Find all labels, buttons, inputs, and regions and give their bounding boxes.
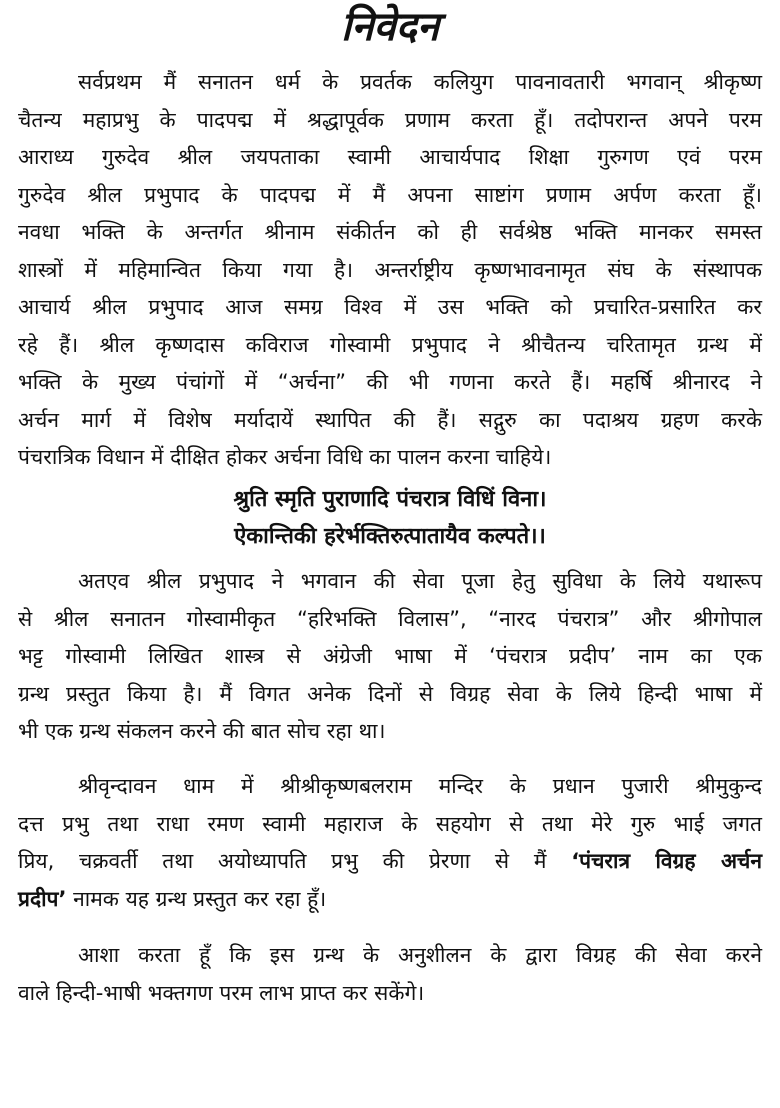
text-line: शास्त्रों में महिमान्वित किया गया है। अन्तर्राष्ट्रीय कृष्णभावनामृत संघ के संस्थापक bbox=[18, 258, 762, 282]
verse-line: श्रुति स्मृति पुराणादि पंचरात्र विधिं विना। bbox=[233, 487, 547, 512]
text-line: भट्ट गोस्वामी लिखित शास्त्र से अंग्रेजी भाषा में ‘पंचरात्र प्रदीप’ नाम का एक bbox=[18, 644, 762, 668]
text-line: श्रीवृन्दावन धाम में श्रीश्रीकृष्णबलराम मन्दिर के प्रधान पुजारी श्रीमुकुन्द bbox=[78, 774, 762, 798]
text-line: वाले हिन्दी-भाषी भक्तगण परम लाभ प्राप्त कर सकेंगे। bbox=[18, 981, 425, 1005]
book-title: ‘पंचरात्र विग्रह अर्चन bbox=[571, 849, 762, 873]
verse-line: ऐकान्तिकी हरेर्भक्तिरुत्पातायैव कल्पते।। bbox=[234, 524, 546, 549]
text-line: आराध्य गुरुदेव श्रील जयपताका स्वामी आचार्यपाद शिक्षा गुरुगण एवं परम bbox=[18, 145, 762, 169]
text-line: पंचरात्रिक विधान में दीक्षित होकर अर्चना विधि का पालन करना चाहिये। bbox=[18, 445, 552, 469]
text-span: नामक यह ग्रन्थ प्रस्तुत कर रहा हूँ। bbox=[73, 887, 327, 911]
text-line bbox=[18, 881, 762, 917]
text-line: ग्रन्थ प्रस्तुत किया है। मैं विगत अनेक दिनों से विग्रह सेवा के लिये हिन्दी भाषा में bbox=[18, 682, 762, 706]
page-title: निवेदन bbox=[340, 4, 440, 50]
text-line: दत्त प्रभु तथा राधा रमण स्वामी महाराज के सहयोग से तथा मेरे गुरु भाई जगत bbox=[18, 812, 762, 836]
text-line: आचार्य श्रील प्रभुपाद आज समग्र विश्व में उस भक्ति को प्रचारित-प्रसारित कर bbox=[18, 295, 762, 319]
text-line: भी एक ग्रन्थ संकलन करने की बात सोच रहा था। bbox=[18, 719, 386, 743]
text-line: से श्रील सनातन गोस्वामीकृत “हरिभक्ति विलास”, “नारद पंचरात्र” और श्रीगोपाल bbox=[18, 607, 762, 631]
text-line: भक्ति के मुख्य पंचांगों में “अर्चना” की भी गणना करते हैं। महर्षि श्रीनारद ने bbox=[18, 370, 762, 394]
text-line: आशा करता हूँ कि इस ग्रन्थ के अनुशीलन के द्वारा विग्रह की सेवा करने bbox=[78, 943, 762, 967]
text-line: सर्वप्रथम मैं सनातन धर्म के प्रवर्तक कलियुग पावनावतारी भगवान् श्रीकृष्ण bbox=[78, 70, 762, 94]
text-line: चैतन्य महाप्रभु के पादपद्म में श्रद्धापूर्वक प्रणाम करता हूँ। तदोपरान्त अपने परम bbox=[18, 108, 762, 132]
book-title: प्रदीप’ bbox=[18, 887, 67, 911]
text-line: रहे हैं। श्रील कृष्णदास कविराज गोस्वामी प्रभुपाद ने श्रीचैतन्य चरितामृत ग्रन्थ में bbox=[18, 333, 762, 357]
text-line: अतएव श्रील प्रभुपाद ने भगवान की सेवा पूजा हेतु सुविधा के लिये यथारूप bbox=[78, 569, 762, 593]
text-line: गुरुदेव श्रील प्रभुपाद के पादपद्म में मैं अपना साष्टांग प्रणाम अर्पण करता हूँ। bbox=[18, 183, 762, 207]
text-line bbox=[18, 843, 762, 879]
text-line: अर्चन मार्ग में विशेष मर्यादायें स्थापित की हैं। सद्गुरु का पदाश्रय ग्रहण करके bbox=[18, 408, 762, 432]
text-line: नवधा भक्ति के अन्तर्गत श्रीनाम संकीर्तन को ही सर्वश्रेष्ठ भक्ति मानकर समस्त bbox=[18, 220, 762, 244]
text-span: प्रिय, चक्रवर्ती तथा अयोध्यापति प्रभु की प्रेरणा से मैं bbox=[18, 849, 547, 873]
